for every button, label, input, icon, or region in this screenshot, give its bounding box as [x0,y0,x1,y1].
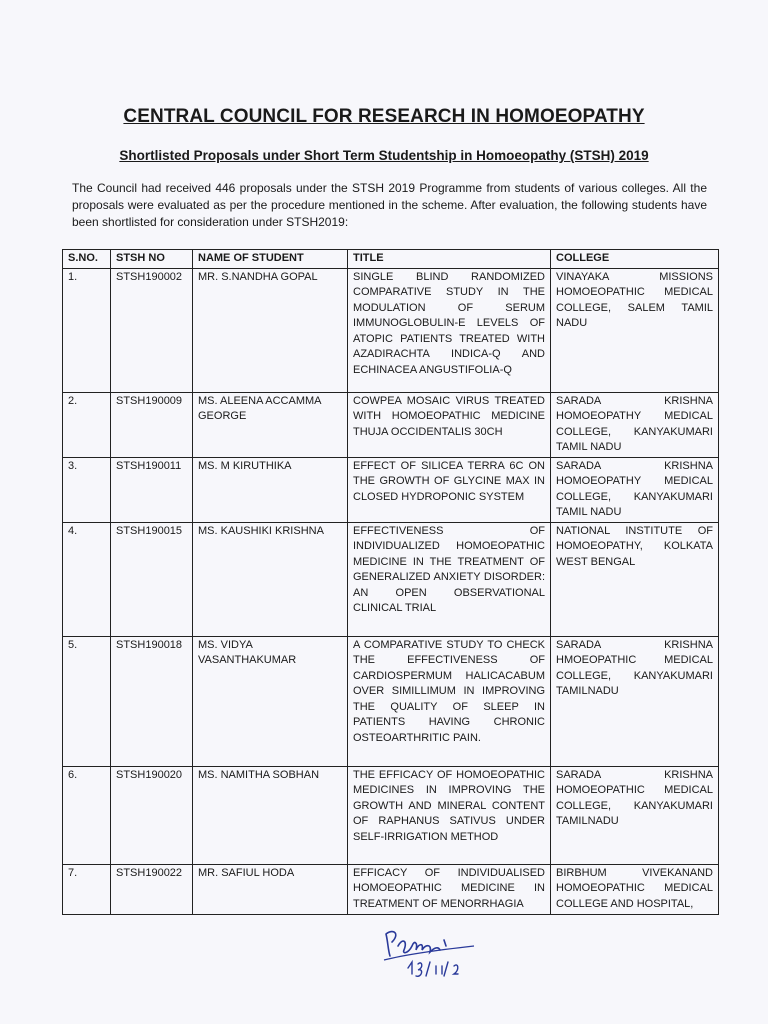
cell-college: SARADA KRISHNA HOMOEOPATHY MEDICAL COLLEGE, KANYAKUMARI TAMIL NADU [551,392,719,457]
cell-student-name: MS. KAUSHIKI KRISHNA [193,522,348,636]
shortlist-table [62,249,719,915]
cell-student-name: MR. S.NANDHA GOPAL [193,268,348,392]
cell-college: BIRBHUM VIVEKANAND HOMOEOPATHIC MEDICAL COLLEGE AND HOSPITAL, [551,864,719,914]
cell-stsh-no: STSH190015 [111,522,193,636]
cell-stsh-no: STSH190018 [111,636,193,766]
cell-sno: 5. [63,636,111,766]
header-sno: S.NO. [63,250,111,269]
cell-stsh-no: STSH190020 [111,766,193,864]
table-row [63,864,719,914]
header-college: COLLEGE [551,250,719,269]
cell-stsh-no: STSH190011 [111,457,193,522]
cell-student-name: MS. ALEENA ACCAMMA GEORGE [193,392,348,457]
cell-college: SARADA KRISHNA HMOEOPATHIC MEDICAL COLLEGE, KANYAKUMARI TAMILNADU [551,636,719,766]
cell-title: A COMPARATIVE STUDY TO CHECK THE EFFECTIVENESS OF CARDIOSPERMUM HALICACABUM OVER SIMILLIMUM IN IMPROVING THE QUALITY OF SLEEP IN PATIENTS HAVING CHRONIC OSTEOARTHRITIC PAIN. [348,636,551,766]
document-title: CENTRAL COUNCIL FOR RESEARCH IN HOMOEOPATHY [123,106,645,127]
table-row [63,392,719,457]
cell-sno: 2. [63,392,111,457]
cell-student-name: MS. NAMITHA SOBHAN [193,766,348,864]
cell-title: THE EFFICACY OF HOMOEOPATHIC MEDICINES IN IMPROVING THE GROWTH AND MINERAL CONTENT OF RAPHANUS SATIVUS UNDER SELF-IRRIGATION METHOD [348,766,551,864]
cell-title: EFFECTIVENESS OF INDIVIDUALIZED HOMOEOPATHIC MEDICINE IN THE TREATMENT OF GENERALIZED ANXIETY DISORDER: AN OPEN OBSERVATIONAL CLINICAL TRIAL [348,522,551,636]
table-header-row [63,250,719,269]
header-title: TITLE [348,250,551,269]
cell-stsh-no: STSH190022 [111,864,193,914]
cell-college: NATIONAL INSTITUTE OF HOMOEOPATHY, KOLKATA WEST BENGAL [551,522,719,636]
cell-sno: 7. [63,864,111,914]
cell-sno: 3. [63,457,111,522]
cell-stsh-no: STSH190002 [111,268,193,392]
cell-sno: 4. [63,522,111,636]
cell-title: EFFICACY OF INDIVIDUALISED HOMOEOPATHIC MEDICINE IN TREATMENT OF MENORRHAGIA [348,864,551,914]
cell-student-name: MS. VIDYA VASANTHAKUMAR [193,636,348,766]
header-stsh-no: STSH NO [111,250,193,269]
cell-college: VINAYAKA MISSIONS HOMOEOPATHIC MEDICAL COLLEGE, SALEM TAMIL NADU [551,268,719,392]
cell-title: EFFECT OF SILICEA TERRA 6C ON THE GROWTH OF GLYCINE MAX IN CLOSED HYDROPONIC SYSTEM [348,457,551,522]
cell-title: COWPEA MOSAIC VIRUS TREATED WITH HOMOEOPATHIC MEDICINE THUJA OCCIDENTALIS 30CH [348,392,551,457]
handwritten-signature [378,920,488,980]
table-row [63,636,719,766]
table-row [63,457,719,522]
cell-sno: 1. [63,268,111,392]
table-row [63,268,719,392]
cell-sno: 6. [63,766,111,864]
cell-college: SARADA KRISHNA HOMOEOPATHIC MEDICAL COLLEGE, KANYAKUMARI TAMILNADU [551,766,719,864]
intro-paragraph: The Council had received 446 proposals under the STSH 2019 Programme from students of various colleges. All the proposals were evaluated as per the procedure mentioned in the scheme. After evaluation, the following students have been shortlisted for consideration under STSH2019: [72,181,707,229]
cell-student-name: MR. SAFIUL HODA [193,864,348,914]
cell-college: SARADA KRISHNA HOMOEOPATHY MEDICAL COLLEGE, KANYAKUMARI TAMIL NADU [551,457,719,522]
cell-title: SINGLE BLIND RANDOMIZED COMPARATIVE STUDY IN THE MODULATION OF SERUM IMMUNOGLOBULIN-E LEVELS OF ATOPIC PATIENTS TREATED WITH AZADIRACHTA INDICA-Q AND ECHINACEA ANGUSTIFOLIA-Q [348,268,551,392]
document-subtitle: Shortlisted Proposals under Short Term Studentship in Homoeopathy (STSH) 2019 [119,148,649,163]
cell-stsh-no: STSH190009 [111,392,193,457]
table-row [63,766,719,864]
header-student-name: NAME OF STUDENT [193,250,348,269]
table-row [63,522,719,636]
cell-student-name: MS. M KIRUTHIKA [193,457,348,522]
